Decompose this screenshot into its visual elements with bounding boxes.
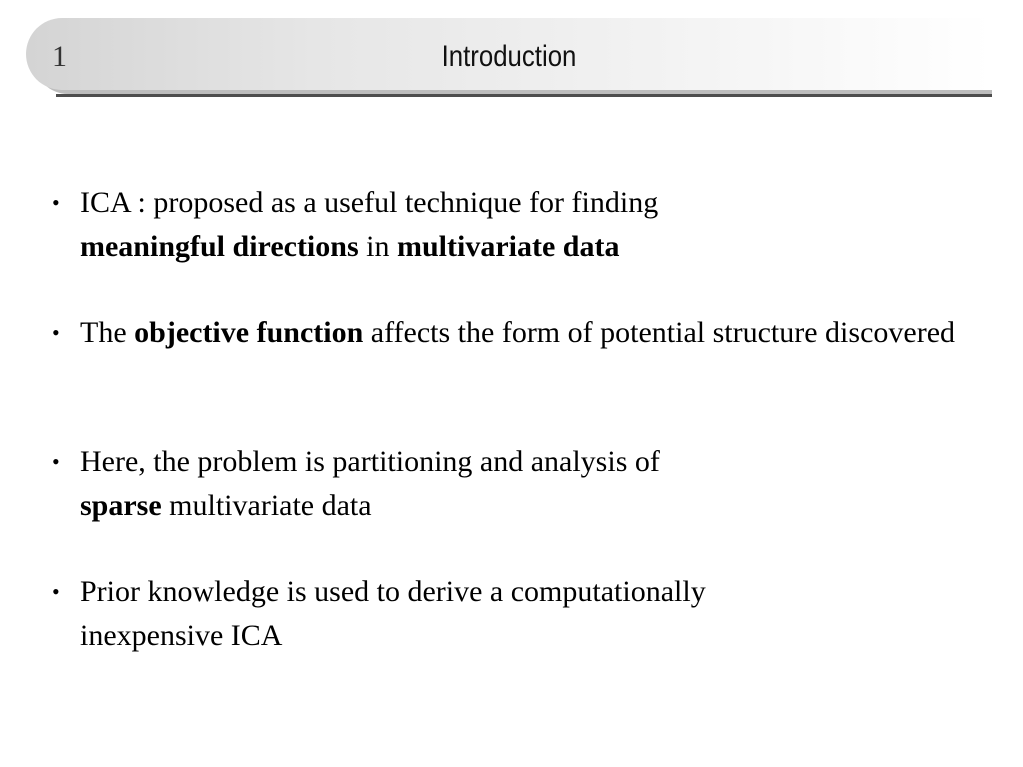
slide-title: Introduction	[441, 40, 577, 73]
header-rule	[56, 94, 992, 97]
header-band	[26, 18, 992, 90]
bullet-text: affects the form of potential structure discovered	[363, 316, 956, 349]
bullet-prior-knowledge	[52, 570, 982, 658]
bullet-ica-technique	[52, 181, 982, 269]
bold-term: multivariate data	[396, 230, 620, 263]
bullet-list	[52, 181, 982, 658]
bullet-text: Prior knowledge is used to derive a computationally	[80, 575, 706, 608]
bold-term: sparse	[80, 489, 162, 522]
slide-header	[26, 18, 992, 94]
bullet-text: ICA : proposed as a useful technique for finding	[80, 186, 659, 219]
bold-term: objective function	[134, 316, 364, 349]
bullet-objective-function	[52, 311, 982, 355]
bullet-text: Here, the problem is partitioning and analysis of	[80, 445, 660, 478]
bullet-text: inexpensive ICA	[80, 619, 283, 652]
bullet-text: The	[80, 316, 135, 349]
bold-term: meaningful directions	[80, 230, 359, 263]
bullet-text: multivariate data	[161, 489, 372, 522]
slide-number: 1	[52, 40, 67, 73]
bullet-sparse-data	[52, 440, 982, 528]
bullet-text: in	[358, 230, 397, 263]
